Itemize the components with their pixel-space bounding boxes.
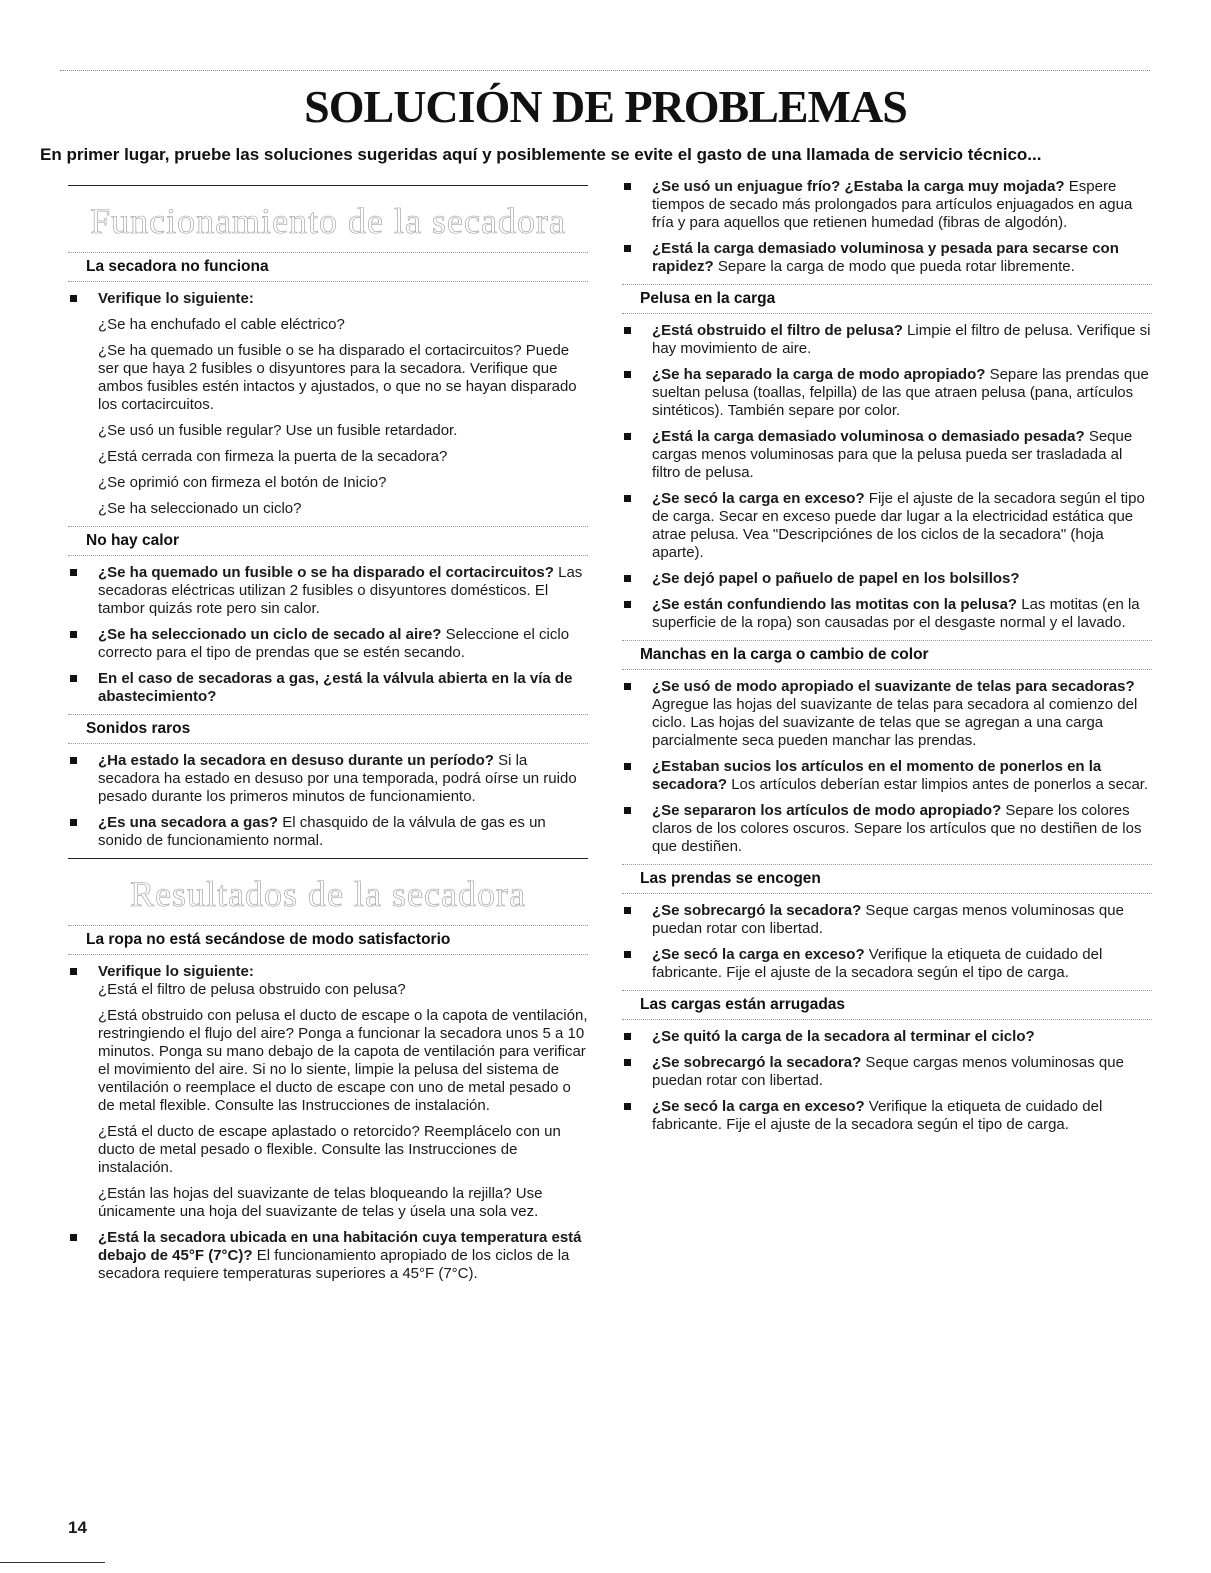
item-question: ¿Se usó de modo apropiado el suavizante de telas para secadoras?	[652, 678, 1135, 695]
check-line: ¿Está el ducto de escape aplastado o retorcido? Reemplácelo con un ducto de metal pesado o flexible. Consulte las Instrucciones de instalación.	[98, 1123, 561, 1176]
item-question: ¿Es una secadora a gas?	[98, 814, 279, 831]
subheading-sonidos: Sonidos raros	[68, 714, 588, 744]
section-title-resultados: Resultados de la secadora	[130, 874, 526, 914]
subheading-manchas: Manchas en la carga o cambio de color	[622, 640, 1152, 670]
list-item	[68, 290, 588, 308]
list-item	[622, 802, 1152, 856]
list-item	[622, 178, 1152, 232]
item-question: ¿Se secó la carga en exceso?	[652, 946, 865, 963]
item-question: ¿Está la secadora ubicada en una habitación cuya temperatura está debajo de 45°F (7°C)?	[98, 1229, 582, 1264]
item-answer: Seque cargas menos voluminosas para que la pelusa pueda ser trasladada al filtro de pelusa.	[652, 428, 1133, 481]
subheading-arrugadas: Las cargas están arrugadas	[622, 990, 1152, 1020]
list-item	[68, 1229, 588, 1283]
item-answer: Agregue las hojas del suavizante de telas para secadora al comienzo del ciclo. Las hojas del suavizante de telas que se agregan a una carga parcialmente seca pueden manchar las prendas.	[652, 696, 1138, 749]
item-answer: Verifique la etiqueta de cuidado del fabricante. Fije el ajuste de la secadora según el tipo de carga.	[652, 1098, 1103, 1133]
item-question: ¿Se sobrecargó la secadora?	[652, 1054, 862, 1071]
item-question: En el caso de secadoras a gas, ¿está la válvula abierta en la vía de abastecimiento?	[98, 670, 573, 705]
list-item	[68, 564, 588, 618]
check-line: ¿Está el filtro de pelusa obstruido con pelusa?	[98, 981, 406, 998]
item-question: ¿Se ha seleccionado un ciclo de secado al aire?	[98, 626, 442, 643]
list-item	[622, 902, 1152, 938]
check-line: ¿Está cerrada con firmeza la puerta de la secadora?	[98, 448, 448, 465]
item-answer: Seque cargas menos voluminosas que puedan rotar con libertad.	[652, 902, 1124, 937]
item-question: ¿Se separaron los artículos de modo apropiado?	[652, 802, 1002, 819]
item-question: Verifique lo siguiente:	[98, 963, 254, 980]
section-rule	[68, 185, 588, 186]
list-item	[622, 570, 1152, 588]
list-item	[622, 490, 1152, 562]
check-line: ¿Se oprimió con firmeza el botón de Inicio?	[98, 474, 387, 491]
item-answer: Separe las prendas que sueltan pelusa (toallas, felpilla) de las que atraen pelusa (pana, artículos sintéticos). También separe por color.	[652, 366, 1149, 419]
item-answer: El chasquido de la válvula de gas es un sonido de funcionamiento normal.	[98, 814, 546, 849]
right-column	[622, 178, 1152, 1142]
list-item	[622, 1098, 1152, 1134]
section-title-funcionamiento: Funcionamiento de la secadora	[90, 201, 566, 241]
item-question: Verifique lo siguiente:	[98, 290, 254, 307]
list-item	[622, 428, 1152, 482]
left-column	[68, 185, 588, 1291]
subheading-pelusa: Pelusa en la carga	[622, 284, 1152, 314]
subheading-no-secando: La ropa no está secándose de modo satisfactorio	[68, 925, 588, 955]
check-line: ¿Se usó un fusible regular? Use un fusible retardador.	[98, 422, 458, 439]
check-line: ¿Está obstruido con pelusa el ducto de escape o la capota de ventilación, restringiendo el flujo del aire? Ponga a funcionar la secadora unos 5 a 10 minutos. Ponga su mano debajo de la capota de ventilación para verificar el movimiento del aire. Si no lo siente, limpie la pelusa del sistema de ventilación o reemplace el ducto de escape con uno de metal pesado o de metal flexible. Consulte las Instrucciones de instalación.	[98, 1007, 588, 1114]
item-answer: Los artículos deberían estar limpios antes de ponerlos a secar.	[727, 776, 1149, 793]
list-item	[622, 322, 1152, 358]
list-item	[68, 963, 588, 981]
section-rule	[68, 858, 588, 859]
list-item	[68, 626, 588, 662]
check-line: ¿Están las hojas del suavizante de telas bloqueando la rejilla? Use únicamente una hoja del suavizante de telas y úsela una sola vez.	[98, 1185, 543, 1220]
item-question: ¿Está la carga demasiado voluminosa o demasiado pesada?	[652, 428, 1085, 445]
subheading-no-funciona: La secadora no funciona	[68, 252, 588, 282]
item-answer: Seque cargas menos voluminosas que puedan rotar con libertad.	[652, 1054, 1124, 1089]
list-item	[622, 946, 1152, 982]
item-question: ¿Está obstruido el filtro de pelusa?	[652, 322, 903, 339]
list-item	[622, 1028, 1152, 1046]
item-answer: Separe los colores claros de los colores oscuros. Separe los artículos que no destiñen de los que destiñen.	[652, 802, 1142, 855]
list-item	[622, 596, 1152, 632]
list-item	[622, 366, 1152, 420]
bottom-rule	[0, 1562, 105, 1563]
item-answer: Fije el ajuste de la secadora según el tipo de carga. Secar en exceso puede dar lugar a la electricidad estática que atrae pelusa. Vea "Descripciónes de los ciclos de la secadora" (hoja aparte).	[652, 490, 1145, 561]
item-question: ¿Se secó la carga en exceso?	[652, 490, 865, 507]
list-item	[622, 678, 1152, 750]
page-title: SOLUCIÓN DE PROBLEMAS	[304, 81, 907, 132]
item-question: ¿Se están confundiendo las motitas con la pelusa?	[652, 596, 1018, 613]
item-answer: Espere tiempos de secado más prolongados para artículos enjuagados en agua fría y para aquellos que retienen humedad (fibras de algodón).	[652, 178, 1133, 231]
item-question: ¿Se ha separado la carga de modo apropiado?	[652, 366, 986, 383]
top-rule	[60, 70, 1150, 71]
list-item	[622, 758, 1152, 794]
list-item	[68, 752, 588, 806]
item-question: ¿Se sobrecargó la secadora?	[652, 902, 862, 919]
item-question: ¿Estaban sucios los artículos en el momento de ponerlos en la secadora?	[652, 758, 1102, 793]
item-question: ¿Se secó la carga en exceso?	[652, 1098, 865, 1115]
item-answer: El funcionamiento apropiado de los ciclos de la secadora requiere temperaturas superiores a 45°F (7°C).	[98, 1247, 570, 1282]
item-answer: Las secadoras eléctricas utilizan 2 fusibles o disyuntores domésticos. El tambor quizás rote pero sin calor.	[98, 564, 583, 617]
check-line: ¿Se ha seleccionado un ciclo?	[98, 500, 302, 517]
item-question: ¿Se quitó la carga de la secadora al terminar el ciclo?	[652, 1028, 1035, 1045]
item-answer: Seleccione el ciclo correcto para el tipo de prendas que se estén secando.	[98, 626, 570, 661]
item-answer: Limpie el filtro de pelusa. Verifique si hay movimiento de aire.	[652, 322, 1151, 357]
item-question: ¿Se usó un enjuague frío? ¿Estaba la carga muy mojada?	[652, 178, 1065, 195]
list-item	[622, 240, 1152, 276]
subheading-encogen: Las prendas se encogen	[622, 864, 1152, 894]
list-item	[68, 814, 588, 850]
item-question: ¿Se dejó papel o pañuelo de papel en los bolsillos?	[652, 570, 1020, 587]
item-answer: Si la secadora ha estado en desuso por una temporada, podrá oírse un ruido pesado durante los primeros minutos de funcionamiento.	[98, 752, 577, 805]
item-answer: Separe la carga de modo que pueda rotar libremente.	[713, 258, 1075, 275]
subheading-no-calor: No hay calor	[68, 526, 588, 556]
item-question: ¿Está la carga demasiado voluminosa y pesada para secarse con rapidez?	[652, 240, 1119, 275]
page-number: 14	[68, 1518, 87, 1537]
item-answer: Verifique la etiqueta de cuidado del fabricante. Fije el ajuste de la secadora según el tipo de carga.	[652, 946, 1103, 981]
check-line: ¿Se ha enchufado el cable eléctrico?	[98, 316, 345, 333]
item-answer: Las motitas (en la superficie de la ropa) son causadas por el desgaste normal y el lavado.	[652, 596, 1140, 631]
item-question: ¿Ha estado la secadora en desuso durante un período?	[98, 752, 494, 769]
item-question: ¿Se ha quemado un fusible o se ha disparado el cortacircuitos?	[98, 564, 554, 581]
page-subtitle: En primer lugar, pruebe las soluciones sugeridas aquí y posiblemente se evite el gasto de una llamada de servicio técnico...	[40, 145, 1042, 164]
list-item	[68, 670, 588, 706]
list-item	[622, 1054, 1152, 1090]
check-line: ¿Se ha quemado un fusible o se ha disparado el cortacircuitos? Puede ser que haya 2 fusibles o disyuntores para la secadora. Verifique que ambos fusibles estén intactos y ajustados, o que no se hayan disparado los cortacircuitos.	[98, 342, 577, 413]
